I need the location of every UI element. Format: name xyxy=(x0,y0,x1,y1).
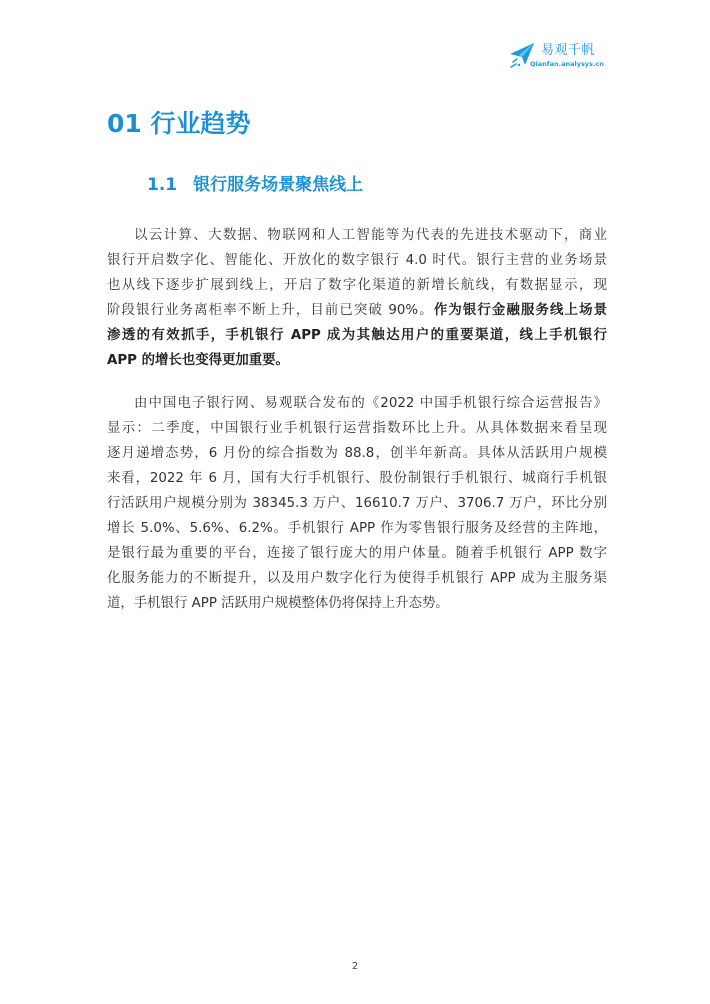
logo-url: Qianfan.analysys.cn xyxy=(530,60,604,68)
paragraph-line: 以云计算、大数据、物联网和人工智能等为代表的先进技术驱动下，商业 xyxy=(134,228,607,243)
brand-logo xyxy=(508,40,628,74)
paragraph-line: 化服务能力的不断提升，以及用户数字化行为使得手机银行 APP 成为主服务渠 xyxy=(107,571,607,586)
section-title-text: 银行服务场景聚焦线上 xyxy=(193,175,364,195)
paragraph-2 xyxy=(107,391,607,616)
page-number: 2 xyxy=(351,961,359,972)
paragraph-line: 银行开启数字化、智能化、开放化的数字银行 4.0 时代。银行主营的业务场景 xyxy=(107,253,607,268)
logo-name: 易观千帆 xyxy=(541,43,596,58)
paragraph-line: 逐月递增态势，6 月份的综合指数为 88.8，创半年新高。具体从活跃用户规模 xyxy=(107,446,607,461)
paragraph-line: 来看，2022 年 6 月，国有大行手机银行、股份制银行手机银行、城商行手机银 xyxy=(107,471,607,486)
paragraph-line: 由中国电子银行网、易观联合发布的《2022 中国手机银行综合运营报告》 xyxy=(134,396,607,411)
line-normal-text: 阶段银行业务离柜率不断上升，目前已突破 90%。 xyxy=(107,303,434,318)
paragraph-1 xyxy=(107,223,607,373)
line-bold-text: 作为银行金融服务线上场景 xyxy=(433,303,607,318)
paragraph-line: 也从线下逐步扩展到线上，开启了数字化渠道的新增长航线，有数据显示，现 xyxy=(107,278,607,293)
chapter-title: 01 行业趋势 xyxy=(107,109,251,138)
paragraph-line-bold: APP 的增长也变得更加重要。 xyxy=(107,353,289,368)
paragraph-line-bold: 渗透的有效抓手，手机银行 APP 成为其触达用户的重要渠道，线上手机银行 xyxy=(107,328,607,343)
paragraph-line: 行活跃用户规模分别为 38345.3 万户、16610.7 万户、3706.7 万户，环比分别 xyxy=(107,496,607,511)
paragraph-line: 显示：二季度，中国银行业手机银行运营指数环比上升。从具体数据来看呈现 xyxy=(107,421,607,436)
section-number: 1.1 xyxy=(147,175,178,195)
paragraph-line: 增长 5.0%、5.6%、6.2%。手机银行 APP 作为零售银行服务及经营的主阵地， xyxy=(107,521,607,536)
section-title xyxy=(147,172,363,198)
paragraph-line: 道，手机银行 APP 活跃用户规模整体仍将保持上升态势。 xyxy=(107,596,449,611)
paragraph-line xyxy=(107,298,607,323)
paragraph-line: 是银行最为重要的平台，连接了银行庞大的用户体量。随着手机银行 APP 数字 xyxy=(107,546,607,561)
